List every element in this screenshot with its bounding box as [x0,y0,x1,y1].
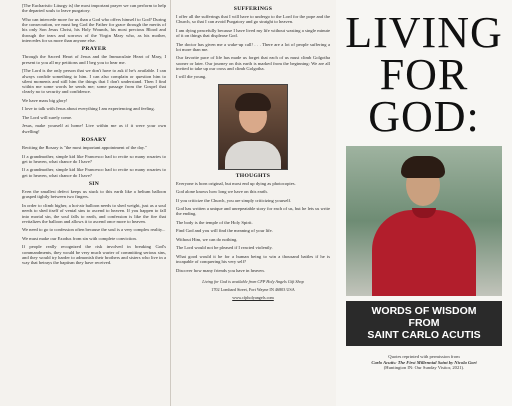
paragraph: Reciting the Rosary is "the most important appointment of the day." [22,145,147,151]
banner-line: FROM [408,317,440,329]
paragraph: [The Lord is the only person that we don't have to ask if he's available. I can always confide something to him. I can also complain or question him to silent moments and still him the things that I don't understand. Then I find within me some words he sends me; some passage from the Gospel that clearly no to security and confidence. [22,68,166,95]
section-heading-prayer: PRAYER [81,46,107,53]
cover-title-line: GOD: [368,92,480,141]
paragraph: Through the Sacred Heart of Jesus and the Immaculate Heart of Mary, I present to you all my petitions and I beg you to hear me. [22,54,166,65]
paragraph: Find God and you will find the meaning of your life. [176,228,273,234]
paragraph: Jesus, make yourself at home! Live within me as if it were your own dwelling! [22,123,166,134]
paragraph: I love to talk with Jesus about everything I am experiencing and feeling. [22,106,155,112]
section-heading-sufferings: SUFFERINGS [233,6,273,12]
paragraph: Everyone is born original, but most end up dying as photocopies. [176,180,296,186]
cover-title-line: FOR [379,50,469,99]
paragraph: Our favorite pace of life has made us forget that each of us must climb Golgotha sooner or later. Our journey on this earth is marked from the beginning: We are all invited to take up our cross and climb Golgotha. [176,55,330,71]
paragraph: If a grandmother, simple kid like Francesco had to recite so many rosaries to get to heaven, what chance do I have? [22,153,166,164]
portrait-photo [218,84,288,170]
paragraph: I offer all the sufferings that I will have to undergo to the Lord for the pope and the Church, so that I can avoid Purgatory and go straight to heaven. [176,14,330,25]
cover-title [344,8,504,141]
paragraph: The Lord will surely come. [22,114,73,120]
brochure-column-middle [170,0,336,406]
paragraph: God has written a unique and unrepeatable story for each of us, but he lets us write the ending. [176,206,330,217]
paragraph: If you criticize the Church, you are simply criticizing yourself. [176,197,292,203]
paragraph: What good would it be for a human being to win a thousand battles if he is incapable of conquering his very self? [176,253,330,265]
cover-banner [346,301,502,346]
paragraph: God alone knows how long we have on this earth. [176,189,268,195]
footer-line: Living for God is available from CFP Holy Angels Gift Shop [202,278,304,284]
banner-line: WORDS OF WISDOM [371,305,477,317]
section-heading-rosary: ROSARY [81,137,107,144]
section-heading-sin: SIN [88,181,100,188]
footer-link[interactable]: www.cfpholyangels.com [232,295,274,301]
brochure-cover [336,0,512,406]
paragraph: We have mass big glory! [22,97,68,103]
footer-info [176,279,330,300]
paragraph: The Lord would not be pleased if I reacted violently. [176,245,273,251]
paragraph: We must make our Exodus from sin with complete conviction. [22,235,137,241]
footer-line: 1702 Lombard Street, Fort Wayne IN 46803 USA [211,287,295,293]
banner-line: SAINT CARLO ACUTIS [367,329,481,341]
paragraph: Discover how many friends you have in heaven. [176,267,265,273]
paragraph: I will die young. [176,74,207,80]
paragraph: Without Him, we can do nothing. [176,236,238,242]
paragraph: Even the smallest defect keeps us stuck to this earth like a helium balloon grasped tightly between two fingers. [22,189,166,200]
paragraph: If a grandmother, simple kid like Francesco had to recite so many rosaries to get to heaven, what chance do I have? [22,167,166,178]
cover-title-line: LIVING [345,8,503,57]
credit-line: Quotes reprinted with permission from [388,354,460,359]
credit-line: (Huntington IN: Our Sunday Visitor, 2021). [383,365,465,371]
cover-photo [346,146,502,296]
paragraph: [The Eucharistic Liturgy is] the most important prayer we can perform to help the departed souls to leave purgatory. [22,3,166,14]
paragraph: Who can intercede more for us than a God who offers himself to God? During the consecration, we must beg God the Father for grace through the merits of his only Son Jesus Christ, his Holy Wounds, his most precious Blood and through the tears and sorrows of the Virgin Mary who, as his mother, intercedes for us more than anyone else. [22,16,166,43]
paragraph: In order to climb higher, a hot-air balloon needs to shed weight, just as a soul needs to shed itself of venial sins to ascend to heaven. If you happen to fall into mortal sin, the soul falls to earth, and confession is like the fire that revitalizes the balloon and allows it to ascend once more to heaven. [22,202,166,224]
paragraph: We need to go to confession often because the soul is a very complex reality... [22,227,166,233]
section-heading-thoughts: THOUGHTS [235,172,271,179]
cover-credit [344,354,504,371]
paragraph: The doctor has given me a wake-up call! . . . There are a lot of people suffering a lot more than me. [176,41,330,52]
paragraph: The body is the temple of the Holy Spirit. [176,219,253,225]
credit-line: Carlo Acutis: The First Millennial Saint by Nicola Gori [371,359,477,365]
brochure-column-left [0,0,170,406]
paragraph: If people really recognized the risk involved in breaking God's commandments, they would be very much warier of committing serious sins, and they would try harder to admonish their brothers and sisters who live in a way that betrays the baptism they have received. [22,244,166,266]
paragraph: I am dying peacefully because I have lived my life without wasting a single minute of it on things that displease God. [176,27,330,39]
